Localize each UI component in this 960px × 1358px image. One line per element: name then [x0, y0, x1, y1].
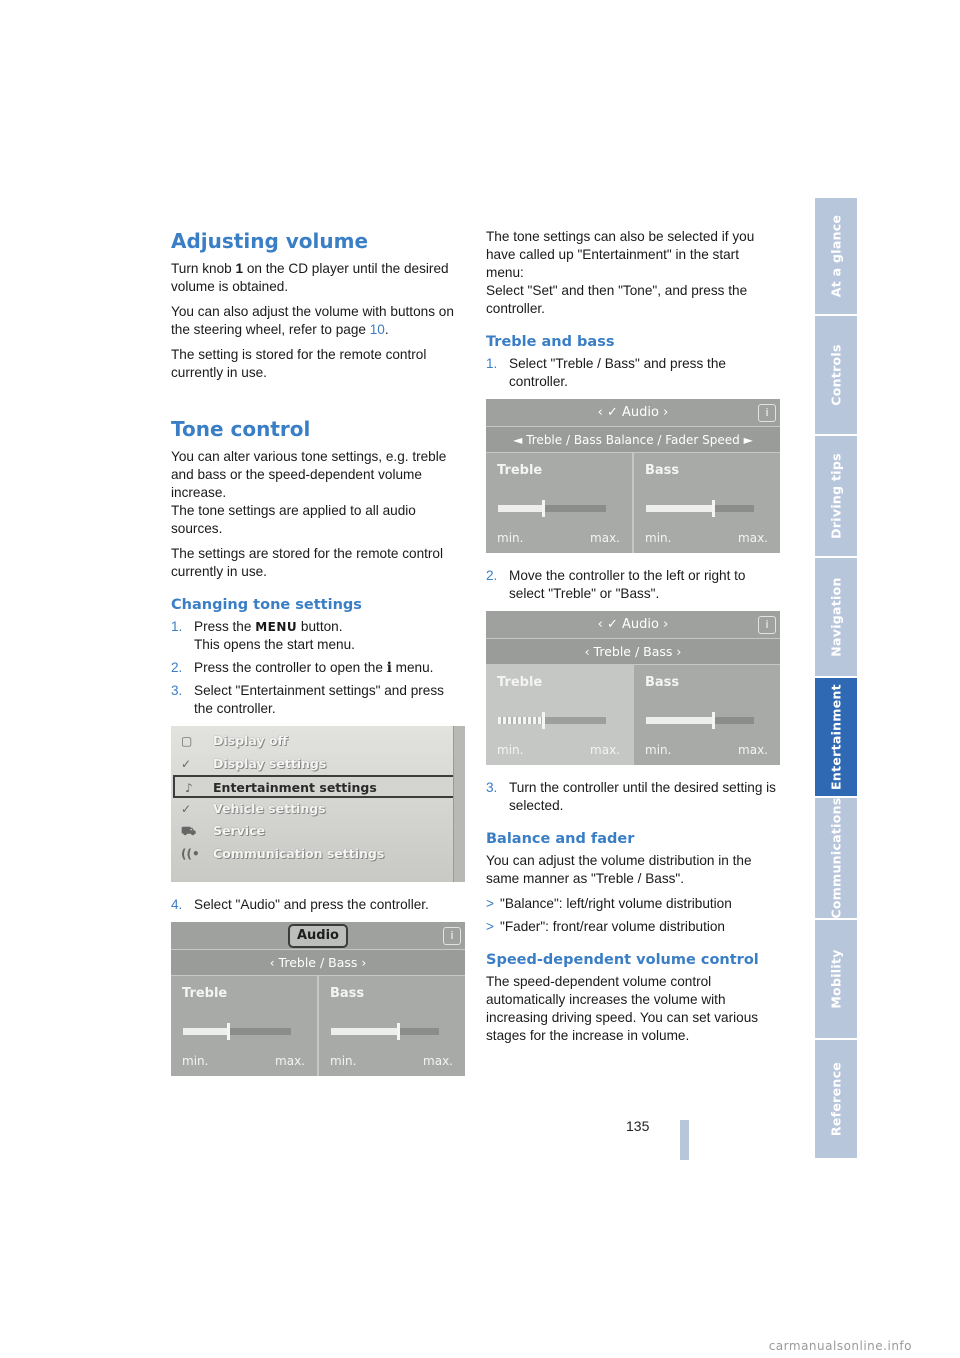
treble-slider[interactable] [498, 717, 606, 724]
treble-step-2 [486, 567, 780, 603]
tone-panels [486, 665, 780, 765]
menu-label: Display off [213, 733, 288, 748]
bass-slider[interactable] [646, 717, 754, 724]
step-number: 3. [171, 683, 183, 698]
text: Press the [194, 619, 256, 634]
menu-item-service[interactable] [171, 820, 465, 843]
footer-watermark: carmanualsonline.info [768, 1339, 912, 1353]
tab-label: Reference [828, 1061, 844, 1137]
step-1 [171, 618, 465, 654]
slider-fill [183, 1028, 228, 1035]
audio-header [486, 611, 780, 639]
text: on the CD player until the desired volume is obtained. [171, 261, 449, 294]
min-label: min. [645, 743, 672, 757]
max-label: max. [590, 743, 620, 757]
step-text: Select "Entertainment settings" and press the controller. [194, 683, 444, 716]
bass-panel[interactable] [634, 665, 780, 765]
step-number: 3. [486, 780, 498, 795]
paragraph-intro-set-tone: Select "Set" and then "Tone", and press the controller. [486, 283, 748, 316]
tone-tabs[interactable] [486, 427, 780, 453]
step-3 [171, 682, 465, 718]
audio-header [171, 922, 465, 950]
tab-driving-tips[interactable] [815, 436, 857, 558]
max-label: max. [423, 1054, 453, 1068]
paragraph-volume-stored: The setting is stored for the remote control currently in use. [171, 347, 427, 380]
min-label: min. [330, 1054, 357, 1068]
menu-item-display-settings[interactable] [171, 753, 465, 776]
tab-mobility[interactable] [815, 920, 857, 1040]
audio-header [486, 399, 780, 427]
min-label: min. [497, 531, 524, 545]
treble-bass-selector[interactable]: ‹ Treble / Bass › [486, 639, 780, 665]
panel-title: Bass [645, 675, 680, 690]
panel-title: Treble [497, 463, 543, 478]
tone-tabs-label: ◄ Treble / Bass Balance / Fader Speed ► [513, 433, 753, 447]
tab-label: Mobility [828, 949, 844, 1009]
left-column [171, 228, 465, 1090]
step-number: 1. [486, 356, 498, 371]
tab-label: Navigation [828, 577, 844, 657]
menu-label: Display settings [213, 755, 327, 771]
page-link[interactable]: 10 [369, 322, 385, 337]
paragraph-speed: The speed-dependent volume control automatically increases the volume with increasing driving speed. You can set various stages for the increase in volume. [486, 974, 759, 1043]
paragraph-tone-stored: The settings are stored for the remote control currently in use. [171, 546, 444, 579]
page-number: 135 [626, 1118, 650, 1134]
step-number: 4. [171, 897, 183, 912]
text: button. [297, 619, 343, 634]
slider-knob [542, 500, 545, 517]
step-4 [171, 896, 465, 914]
text: Press the controller to open the [194, 660, 387, 675]
slider-fill [498, 717, 543, 724]
heading-tone-control: Tone control [171, 417, 311, 441]
menu-item-display-off[interactable] [171, 730, 465, 753]
bullet-marker: > [486, 896, 494, 911]
max-label: max. [590, 531, 620, 545]
tab-label: Driving tips [828, 453, 844, 539]
paragraph-volume-knob [171, 260, 465, 296]
menu-label: Entertainment settings [213, 780, 377, 795]
section-tabs [815, 198, 857, 1160]
step-number: 1. [171, 619, 183, 634]
info-icon[interactable]: i [758, 404, 776, 422]
max-label: max. [275, 1054, 305, 1068]
treble-panel[interactable] [171, 976, 319, 1076]
menu-label: Vehicle settings [213, 800, 326, 816]
heading-speed-dependent: Speed-dependent volume control [486, 952, 759, 968]
tab-reference[interactable] [815, 1040, 857, 1160]
tab-label: At a glance [828, 214, 844, 298]
text: menu. [391, 660, 434, 675]
right-column [486, 228, 780, 1052]
paragraph-steering-wheel [171, 303, 465, 339]
bass-slider[interactable] [331, 1028, 439, 1035]
tab-label: Controls [828, 344, 844, 406]
step-text: Select "Treble / Bass" and press the controller. [509, 356, 726, 389]
bass-panel[interactable] [319, 976, 465, 1076]
tab-navigation[interactable] [815, 558, 857, 678]
slider-knob [542, 712, 545, 729]
text: Turn knob [171, 261, 236, 276]
bullet-text: "Balance": left/right volume distribution [500, 896, 732, 911]
max-label: max. [738, 743, 768, 757]
bullet-marker: > [486, 919, 494, 934]
panel-title: Treble [497, 675, 543, 690]
slider-fill [498, 505, 543, 512]
step-number: 2. [171, 660, 183, 675]
tone-panels [171, 976, 465, 1076]
slider-knob [712, 712, 715, 729]
slider-knob [397, 1023, 400, 1040]
treble-selected-screen [486, 611, 780, 765]
tab-label: Communications [828, 797, 844, 919]
info-icon: i [386, 660, 392, 676]
step-number: 2. [486, 568, 498, 583]
tab-entertainment[interactable] [815, 678, 857, 798]
bullet-balance [486, 895, 780, 913]
audio-screen [171, 922, 465, 1076]
audio-selected-button[interactable]: Audio [288, 924, 348, 948]
vehicle-icon: ✓ [181, 801, 192, 816]
paragraph-intro-entertainment: The tone settings can also be selected if you have called up "Entertainment" in the start menu: [486, 229, 755, 280]
treble-step-1 [486, 355, 780, 391]
tab-communications[interactable] [815, 798, 857, 920]
treble-slider[interactable] [498, 505, 606, 512]
page-number-bar [680, 1120, 689, 1160]
antenna-icon: ((• [181, 846, 200, 861]
step-2 [171, 659, 465, 677]
info-icon[interactable]: i [443, 927, 461, 945]
min-label: min. [497, 743, 524, 757]
min-label: min. [182, 1054, 209, 1068]
treble-slider[interactable] [183, 1028, 291, 1035]
paragraph-balance: You can adjust the volume distribution in the same manner as "Treble / Bass". [486, 853, 752, 886]
scrollbar[interactable] [453, 726, 465, 882]
bullet-fader [486, 918, 780, 936]
heading-balance-fader: Balance and fader [486, 831, 635, 847]
tab-label: Entertainment [828, 684, 844, 790]
treble-step-3 [486, 779, 780, 815]
text: You can also adjust the volume with buttons on the steering wheel, refer to page [171, 304, 454, 337]
panel-title: Bass [330, 986, 365, 1001]
menu-item-entertainment-settings[interactable] [173, 775, 457, 798]
slider-knob [712, 500, 715, 517]
display-off-icon: ▢ [181, 734, 193, 748]
car-icon: ⛟ [181, 824, 197, 838]
treble-panel[interactable] [486, 665, 634, 765]
heading-treble-bass: Treble and bass [486, 334, 615, 350]
step-text: Turn the controller until the desired setting is selected. [509, 780, 776, 813]
heading-adjusting-volume: Adjusting volume [171, 229, 369, 253]
tone-panels [486, 453, 780, 553]
audio-title: ‹ ✓ Audio › [597, 617, 669, 632]
info-icon[interactable]: i [758, 616, 776, 634]
menu-label: Communication settings [213, 845, 385, 861]
entertainment-icon: ♪ [185, 781, 193, 795]
heading-changing-tone: Changing tone settings [171, 597, 362, 613]
bass-panel[interactable] [634, 453, 780, 553]
menu-button-label: MENU [255, 620, 298, 634]
menu-item-vehicle-settings[interactable] [171, 798, 465, 821]
step-text: Move the controller to the left or right to select "Treble" or "Bass". [509, 568, 746, 601]
slider-fill [646, 717, 713, 724]
max-label: max. [738, 531, 768, 545]
step-text: Select "Audio" and press the controller. [194, 897, 429, 912]
slider-fill [646, 505, 713, 512]
menu-label: Service [213, 823, 265, 838]
menu-item-communication-settings[interactable] [171, 843, 465, 866]
bullet-text: "Fader": front/rear volume distribution [500, 919, 725, 934]
min-label: min. [645, 531, 672, 545]
text: . [384, 322, 389, 337]
knob-number: 1 [235, 261, 244, 276]
paragraph-tone-sources: The tone settings are applied to all audio sources. [171, 503, 416, 536]
tab-at-a-glance[interactable] [815, 198, 857, 316]
slider-fill [331, 1028, 398, 1035]
panel-title: Bass [645, 463, 680, 478]
treble-panel[interactable] [486, 453, 634, 553]
treble-bass-tabs-screen [486, 399, 780, 553]
paragraph-tone-settings: You can alter various tone settings, e.g. treble and bass or the speed-dependent volume increase. [171, 449, 447, 500]
tab-controls[interactable] [815, 316, 857, 436]
bass-slider[interactable] [646, 505, 754, 512]
start-menu-screen [171, 726, 465, 882]
display-settings-icon: ✓ [181, 756, 192, 771]
slider-knob [227, 1023, 230, 1040]
audio-title: ‹ ✓ Audio › [597, 405, 669, 420]
treble-bass-selector[interactable]: ‹ Treble / Bass › [171, 950, 465, 976]
panel-title: Treble [182, 986, 228, 1001]
text: This opens the start menu. [194, 637, 355, 652]
